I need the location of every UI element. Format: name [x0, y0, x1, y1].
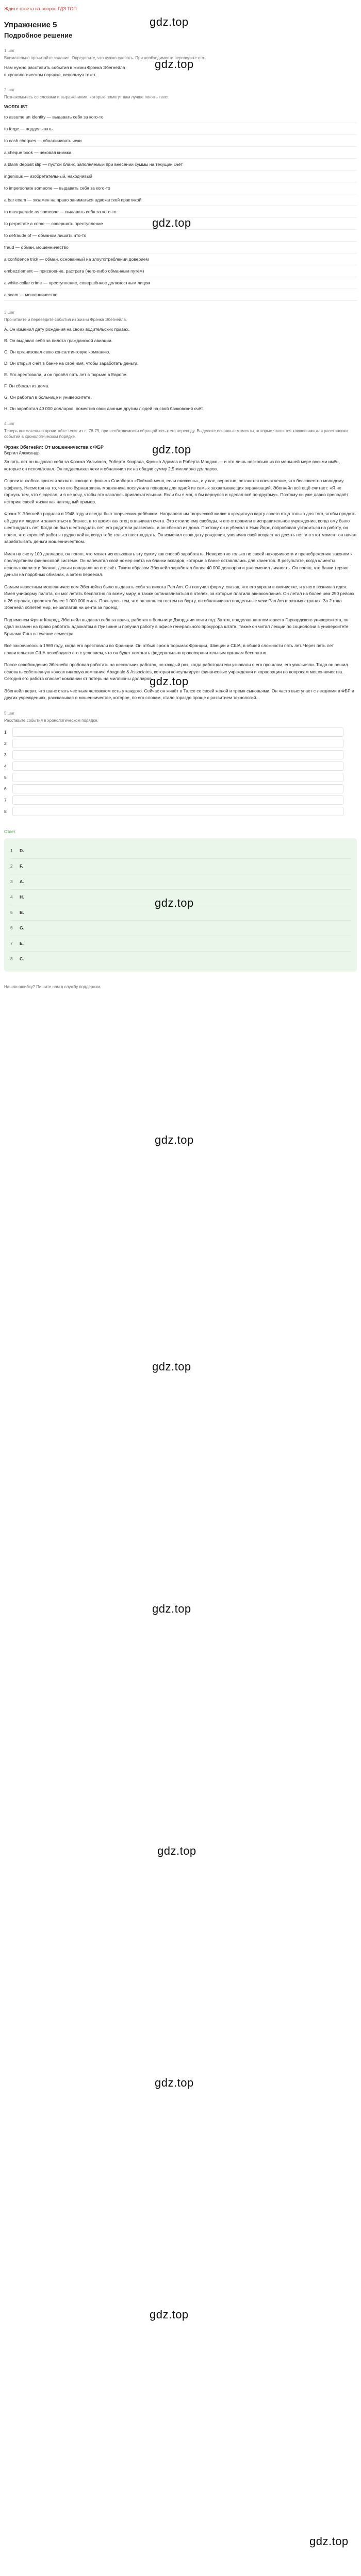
wordlist-item: to masquerade as someone — выдавать себя за кого-то: [4, 206, 357, 218]
answer-row: 8 C.: [10, 956, 24, 961]
watermark: gdz.top: [309, 2535, 349, 2548]
event-line: D. Он открыл счёт в банке на своё имя, чтобы заработать деньги.: [4, 361, 139, 366]
wordlist-item: fraud — обман, мошенничество: [4, 242, 357, 253]
step-4-instruction: Теперь внимательно прочитайте текст из с. 78-79, при необходимости обращайтесь к его переводу. Выделите основные моменты, которые являются ключевыми для расстановки событий в хронологическом порядке.: [4, 429, 348, 439]
wordlist-item: to impersonate someone — выдавать себя за кого-то: [4, 182, 357, 194]
order-slot: 7: [4, 794, 357, 806]
text-title: Фрэнк Эбегнейл: От мошенничества к ФБР: [4, 445, 104, 450]
wordlist-item: a blank deposit slip — пустой бланк, заполняемый при внесении суммы на текущий счёт: [4, 159, 357, 171]
step-3-tag: 3 шаг: [4, 310, 15, 315]
answer-label: Ответ: [4, 829, 15, 834]
text-paragraph: Самым известным мошенничеством Эбегнейла было выдавать себя за пилота Pan Am. Он получил форму, сказав, что его украли в химчистке, и у него возникла идея. Имея униформу пилота, он мог летать бесплатно по всему миру, а также останавливаться в отелях, за которые платила авиакомпания. Он летал на более чем 250 рейсах в 26 странах, пролетев более 1 000 000 миль. Пользуясь тем, что он являлся гостем на борту, он обналичивал поддельные чеки Pan Am в разных странах. За 2 года Эбегнейл облетел мир, не заплатив ни цента за проезд.: [4, 584, 355, 610]
text-paragraph: Спросите любого зрителя захватывающего фильма Спилберга «Поймай меня, если сможешь», и у вас, вероятно, останется впечатление, что бессовестно молодому эффекту. Несмотря на то, что его бурная жизнь мошенника послужила поводом для одной из самых захватывающих экранизаций, Эбегнейл всё ещё считает: «Я не горжусь тем, что я сделал, и я не хочу, чтобы это казалось привлекательным. Если бы я мог, я бы вернулся и сделал всё по-другому». Поэтому он уже давно преподаёт историю своей жизни как наглядный пример.: [4, 478, 349, 504]
watermark: gdz.top: [155, 58, 194, 71]
footer-note: Нашли ошибку? Пишите нам в службу поддержки.: [4, 984, 101, 989]
watermark: gdz.top: [155, 896, 194, 909]
top-link[interactable]: Ждите ответа на вопрос ГДЗ ТОП: [4, 6, 77, 11]
answer-row: 3 A.: [10, 874, 351, 890]
text-paragraph: Имея на счету 100 долларов, он понял, что может использовать эту сумму как способ заработать. Невероятно только по своей находчивости и пренебрежению законом к последствиям финансовой системе. Он напечатал свой номер счёта на бланки вкладов, которые в банке оставлялись для клиентов. В результате, когда клиенты использовали эти бланки, деньги попадали на его счёт. Таким образом Эбегнейл заработал более 40 000 долларов и уже сменил личность. Он понял, что банки теряют деньги на подобных обманах, а затем переехал.: [4, 551, 353, 577]
wordlist-item: to cash cheques — обналичивать чеки: [4, 135, 357, 147]
step-2-instruction: Познакомьтесь со словами и выражениями, которые помогут вам лучше понять текст.: [4, 95, 170, 99]
event-line: F. Он сбежал из дома.: [4, 383, 50, 388]
event-line: A. Он изменил дату рождения на своих водительских правах.: [4, 327, 130, 332]
text-paragraph: Эбегнейл верит, что шанс стать честным человеком есть у каждого. Сейчас он живёт в Талсе со своей женой и тремя сыновьями. Он часто выступает с лекциями в ФБР и других учреждениях, рассказывая о мошенничестве, которое, по его словам, стало гораздо проще с развитием технологий.: [4, 688, 354, 700]
wordlist-item: embezzlement — присвоение, растрата (чего-либо обманным путём): [4, 265, 357, 277]
watermark: gdz.top: [157, 1844, 196, 1857]
wordlist-item: a bar exam — экзамен на право заниматься адвокатской практикой: [4, 194, 357, 206]
text-paragraph: Под именем Фрэнк Конрад, Эбегнейл выдавал себя за врача, работая в больнице Джорджии почти год. Затем, подделав диплом юриста Гарвардского университета, он сдал экзамен на право работать адвокатом в Луизиане и получил работу в офисе генерального прокурора штата. Также он читал лекции по социологии в университете Бригама Янга в течение семестра.: [4, 617, 349, 636]
wordlist-item: a scam — мошенничество: [4, 289, 357, 301]
watermark: gdz.top: [150, 15, 189, 28]
answer-row: 6 G.: [10, 921, 351, 936]
order-slot: 2: [4, 738, 357, 749]
step-1-line: Нам нужно расставить события в жизни Фрэнка Эбегнейла: [4, 65, 125, 70]
wordlist-title: WORDLIST: [4, 104, 28, 109]
watermark: gdz.top: [150, 675, 189, 688]
event-line: B. Он выдавал себя за пилота гражданской авиации.: [4, 338, 113, 343]
step-1-line: в хронологическом порядке, используя текст.: [4, 72, 96, 77]
wordlist-item: a confidence trick — обман, основанный на злоупотреблении доверием: [4, 253, 357, 265]
event-line: E. Его арестовали, и он провёл пять лет в тюрьме в Европе.: [4, 372, 128, 377]
order-slot: 6: [4, 783, 357, 794]
wordlist-item: to perpetrate a crime — совершать преступление: [4, 218, 357, 230]
wordlist-item: ingenious — изобретательный, находчивый: [4, 171, 357, 182]
wordlist-item: a white-collar crime — преступление, совершённое должностным лицом: [4, 277, 357, 289]
text-paragraph: После освобождения Эбегнейл пробовал работать на нескольких работах, но каждый раз, когда работодатели узнавали о его прошлом, его увольняли. Тогда он решил основать собственную консалтинговую компанию Abagnale & Associates, которая консультирует финансовые учреждения и корпорации по вопросам мошенничества. Сегодня его работа спасает компании от потерь на миллионы долларов.: [4, 662, 348, 681]
watermark: gdz.top: [152, 216, 191, 229]
watermark: gdz.top: [150, 2308, 189, 2321]
watermark: gdz.top: [155, 1133, 194, 1146]
answer-row: 2 F.: [10, 859, 351, 874]
step-5-instruction: Расставьте события в хронологическом порядке.: [4, 718, 99, 723]
answer-row: 1 D.: [10, 843, 351, 859]
answer-row: 4 H.: [10, 890, 351, 905]
watermark: gdz.top: [155, 2076, 194, 2089]
order-slot: 8: [4, 806, 357, 817]
wordlist-item: to forge — подделывать: [4, 123, 357, 135]
order-slot: 5: [4, 772, 357, 783]
text-paragraph: Фрэнк У. Эбегнейл родился в 1948 году и всегда был творческим ребёнком. Направляя им творческой жилке в кредитную карту своего отца только для того, чтобы продать её другим людям и заниматься в бизнес, в то время как отец оплачивал счета. Это стоило ему свободы, и его отправили в исправительное учреждение, когда ему было шестнадцать лет. Когда он был шестнадцать лет, его родители развелись, и он сбежал из дома. Поэтому он и убежал в Нью-Йорк, попробовав устроиться на работу, он понял, что хорошей работы трудно найти, когда тебе только шестнадцать. Он изменил свою дату рождения, увеличив свой возраст на десять лет, и в этот момент он начал зарабатывать деньги мошенничеством.: [4, 511, 357, 544]
step-5-tag: 5 шаг: [4, 710, 15, 716]
step-1-tag: 1 шаг: [4, 48, 15, 53]
watermark: gdz.top: [152, 443, 191, 456]
order-slot: 1: [4, 726, 357, 738]
step-3-instruction: Прочитайте и переведите события из жизни Фрэнка Эбегнейла.: [4, 317, 127, 322]
step-2-tag: 2 шаг: [4, 88, 15, 92]
watermark: gdz.top: [152, 1360, 191, 1373]
solution-title: Подробное решение: [4, 31, 73, 39]
event-line: C. Он организовал свою консалтинговую компанию.: [4, 349, 110, 354]
order-slot: 3: [4, 749, 357, 760]
order-slot: 4: [4, 760, 357, 772]
wordlist-item: to assume an identity — выдавать себя за кого-то: [4, 111, 357, 123]
step-1-instruction: Внимательно прочитайте задание. Определите, что нужно сделать. При необходимости переведите его.: [4, 56, 205, 60]
exercise-title: Упражнение 5: [4, 21, 57, 29]
step-4-tag: 4 шаг: [4, 421, 15, 426]
text-paragraph: За пять лет он выдавал себя за Фрэнка Уильямса, Роберта Конрада, Фрэнка Адамса и Роберта Монджо — и это лишь несколько из по меньшей мере восьми имён, которые он использовал. Он подделывал чеки и обналичил их на общую сумму 2,5 миллиона долларов.: [4, 459, 340, 471]
answer-row: 7 E.: [10, 936, 351, 952]
text-paragraph: Всё закончилось в 1969 году, когда его арестовали во Франции. Он отбыл срок в тюрьмах Франции, Швеции и США, в общей сложности пять лет. Через пять лет правительство США освободило его с условием, что он будет помогать федеральным правоохранительным органам бесплатно.: [4, 643, 334, 655]
answer-box: [4, 838, 357, 972]
watermark: gdz.top: [152, 1602, 191, 1615]
event-line: G. Он работал в больнице и университете.: [4, 395, 92, 400]
wordlist-item: to defraude of — обманом лишать что-то: [4, 230, 357, 242]
text-author: Вергил Александр: [4, 451, 40, 455]
answer-row: 5 B.: [10, 905, 351, 921]
event-line: H. Он заработал 40 000 долларов, поместив свои данные другим людей на свой банковский счёт.: [4, 406, 204, 411]
wordlist-item: a cheque book — чековая книжка: [4, 147, 357, 159]
